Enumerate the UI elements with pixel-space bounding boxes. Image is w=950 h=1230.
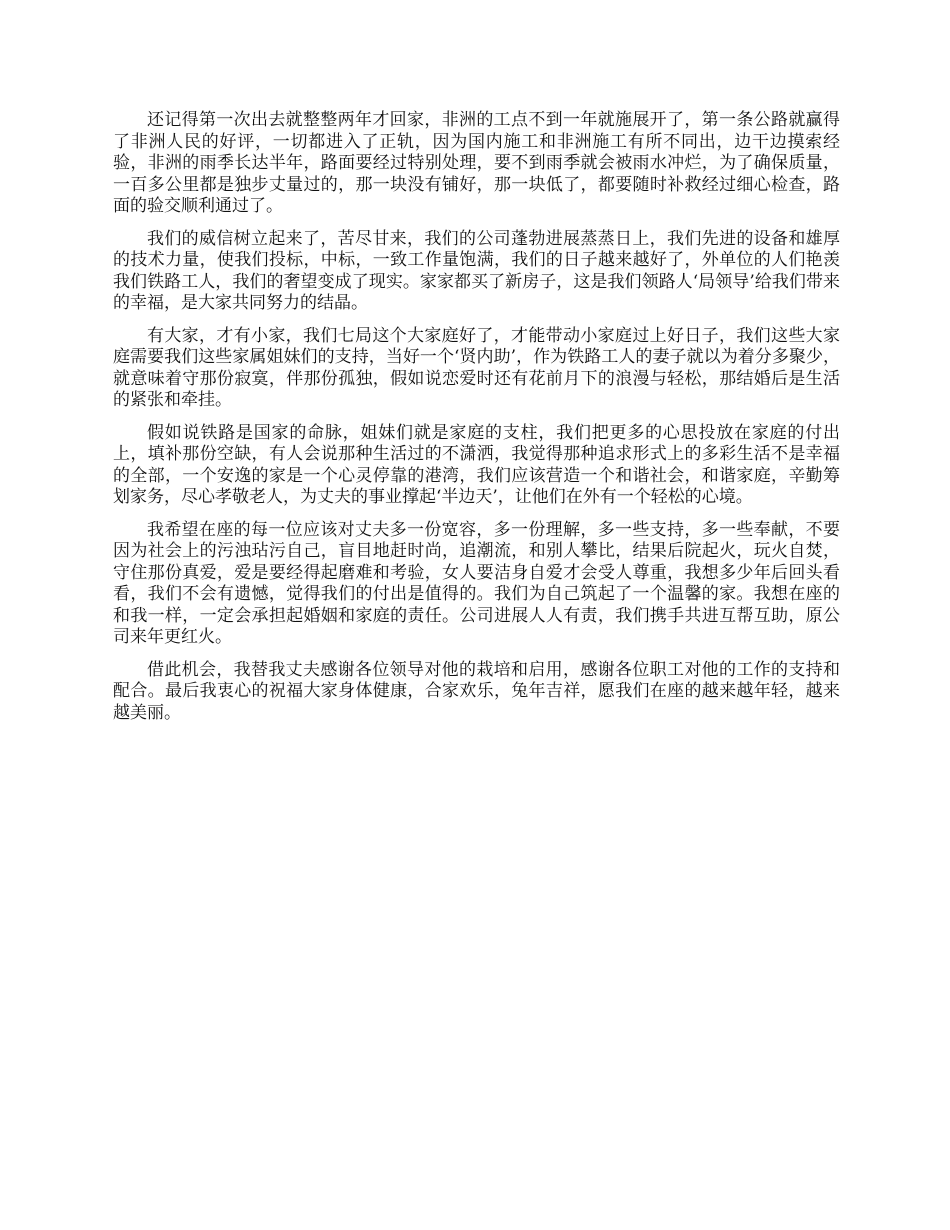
paragraph-5: 我希望在座的每一位应该对丈夫多一份宽容，多一份理解，多一些支持，多一些奉献，不要因为社会上的污浊玷污自己，盲目地赶时尚，追潮流，和别人攀比，结果后院起火，玩火自焚，守住那份真爱，爱是要经得起磨难和考验，女人要洁身自爱才会受人尊重，我想多少年后回头看看，我们不会有遗憾，觉得我们的付出是值得的。我们为自己筑起了一个温馨的家。我想在座的和我一样，一定会承担起婚姻和家庭的责任。公司进展人人有责，我们携手共进互帮互助，原公司来年更红火。 <box>113 519 840 647</box>
paragraph-3: 有大家，才有小家，我们七局这个大家庭好了，才能带动小家庭过上好日子，我们这些大家庭需要我们这些家属姐妹们的支持，当好一个‘贤内助’，作为铁路工人的妻子就以为着分多聚少，就意味着守那份寂寞，伴那份孤独，假如说恋爱时还有花前月下的浪漫与轻松，那结婚后是生活的紧张和牵挂。 <box>113 325 840 410</box>
paragraph-2: 我们的威信树立起来了，苦尽甘来，我们的公司蓬勃进展蒸蒸日上，我们先进的设备和雄厚的技术力量，使我们投标，中标，一致工作量饱满，我们的日子越来越好了，外单位的人们艳羡我们铁路工人，我们的奢望变成了现实。家家都买了新房子，这是我们领路人‘局领导’给我们带来的幸福，是大家共同努力的结晶。 <box>113 228 840 313</box>
paragraph-6: 借此机会，我替我丈夫感谢各位领导对他的栽培和启用，感谢各位职工对他的工作的支持和配合。最后我衷心的祝福大家身体健康，合家欢乐，兔年吉祥，愿我们在座的越来越年轻，越来越美丽。 <box>113 659 840 723</box>
paragraph-4: 假如说铁路是国家的命脉，姐妹们就是家庭的支柱，我们把更多的心思投放在家庭的付出上，填补那份空缺，有人会说那种生活过的不潇洒，我觉得那种追求形式上的多彩生活不是幸福的全部，一个安逸的家是一个心灵停靠的港湾，我们应该营造一个和谐社会，和谐家庭，辛勤筹划家务，尽心孝敬老人，为丈夫的事业撑起‘半边天’，让他们在外有一个轻松的心境。 <box>113 422 840 507</box>
paragraph-1: 还记得第一次出去就整整两年才回家，非洲的工点不到一年就施展开了，第一条公路就赢得了非洲人民的好评，一切都进入了正轨，因为国内施工和非洲施工有所不同出，边干边摸索经验，非洲的雨季长达半年，路面要经过特别处理，要不到雨季就会被雨水冲烂，为了确保质量，一百多公里都是独步丈量过的，那一块没有铺好，那一块低了，都要随时补救经过细心检查，路面的验交顺利通过了。 <box>113 110 840 216</box>
document-body <box>113 110 840 735</box>
